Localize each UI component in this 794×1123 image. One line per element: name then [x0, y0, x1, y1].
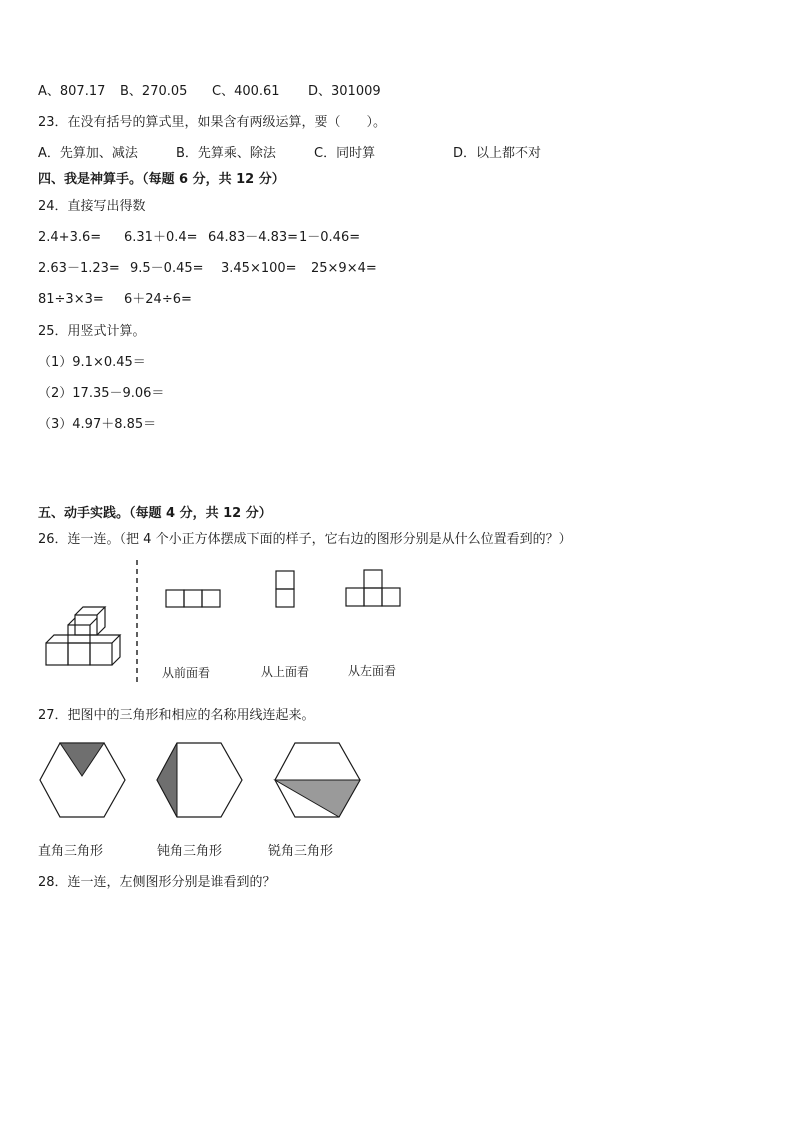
q23-option-b: B．先算乘、除法 — [176, 146, 276, 161]
q24-r2-c3: 3.45×100= — [221, 261, 297, 276]
q23-option-d: D．以上都不对 — [453, 146, 542, 161]
q23-stem: 23．在没有括号的算式里，如果含有两级运算，要（ ）。 — [38, 115, 387, 130]
q24-r1-c1: 2.4+3.6= — [38, 230, 102, 245]
q24-r2-c1: 2.63－1.23= — [38, 261, 120, 276]
name-right-triangle: 直角三角形 — [38, 844, 104, 859]
q23-option-a: A．先算加、减法 — [38, 146, 138, 161]
name-obtuse-triangle: 钝角三角形 — [157, 844, 223, 859]
cube-arrangement-figure — [44, 605, 126, 667]
q24-r1-c2: 6.31＋0.4= — [124, 230, 198, 245]
q24-r1-c4: 1－0.46= — [299, 230, 361, 245]
dashed-divider — [134, 560, 140, 682]
q22-option-b: B、270.05 — [120, 84, 188, 99]
q27-stem: 27．把图中的三角形和相应的名称用线连起来。 — [38, 708, 315, 723]
q24-r2-c4: 25×9×4= — [311, 261, 377, 276]
q24-r2-c2: 9.5－0.45= — [130, 261, 204, 276]
q25-item-2: （2）17.35－9.06＝ — [38, 386, 165, 401]
q24-r1-c3: 64.83－4.83= — [208, 230, 299, 245]
caption-top-view: 从上面看 — [261, 665, 310, 679]
q26-stem: 26．连一连。（把 4 个小正方体摆成下面的样子，它右边的图形分别是从什么位置看到的？） — [38, 532, 572, 547]
q25-item-1: （1）9.1×0.45＝ — [38, 355, 146, 370]
front-view-figure — [164, 589, 222, 609]
q25-stem: 25．用竖式计算。 — [38, 324, 146, 339]
hexagon-obtuse-triangle-figure — [155, 740, 245, 820]
q25-item-3: （3）4.97＋8.85＝ — [38, 417, 157, 432]
q24-r3-c2: 6＋24÷6= — [124, 292, 192, 307]
q28-stem: 28．连一连，左侧图形分别是谁看到的？ — [38, 875, 276, 890]
q22-option-c: C、400.61 — [212, 84, 280, 99]
section-5-title: 五、动手实践。（每题 4 分，共 12 分） — [38, 506, 272, 521]
hexagon-acute-triangle-figure — [273, 740, 363, 820]
name-acute-triangle: 锐角三角形 — [268, 844, 334, 859]
q22-option-d: D、301009 — [308, 84, 381, 99]
caption-front-view: 从前面看 — [162, 666, 211, 680]
caption-left-view: 从左面看 — [348, 664, 397, 678]
section-4-title: 四、我是神算手。（每题 6 分，共 12 分） — [38, 172, 285, 187]
q24-stem: 24．直接写出得数 — [38, 199, 146, 214]
q23-option-c: C．同时算 — [314, 146, 376, 161]
left-view-figure — [344, 569, 404, 609]
hexagon-right-triangle-figure — [38, 740, 128, 820]
q22-option-a: A、807.17 — [38, 84, 106, 99]
top-view-figure — [274, 570, 296, 610]
q24-r3-c1: 81÷3×3= — [38, 292, 104, 307]
